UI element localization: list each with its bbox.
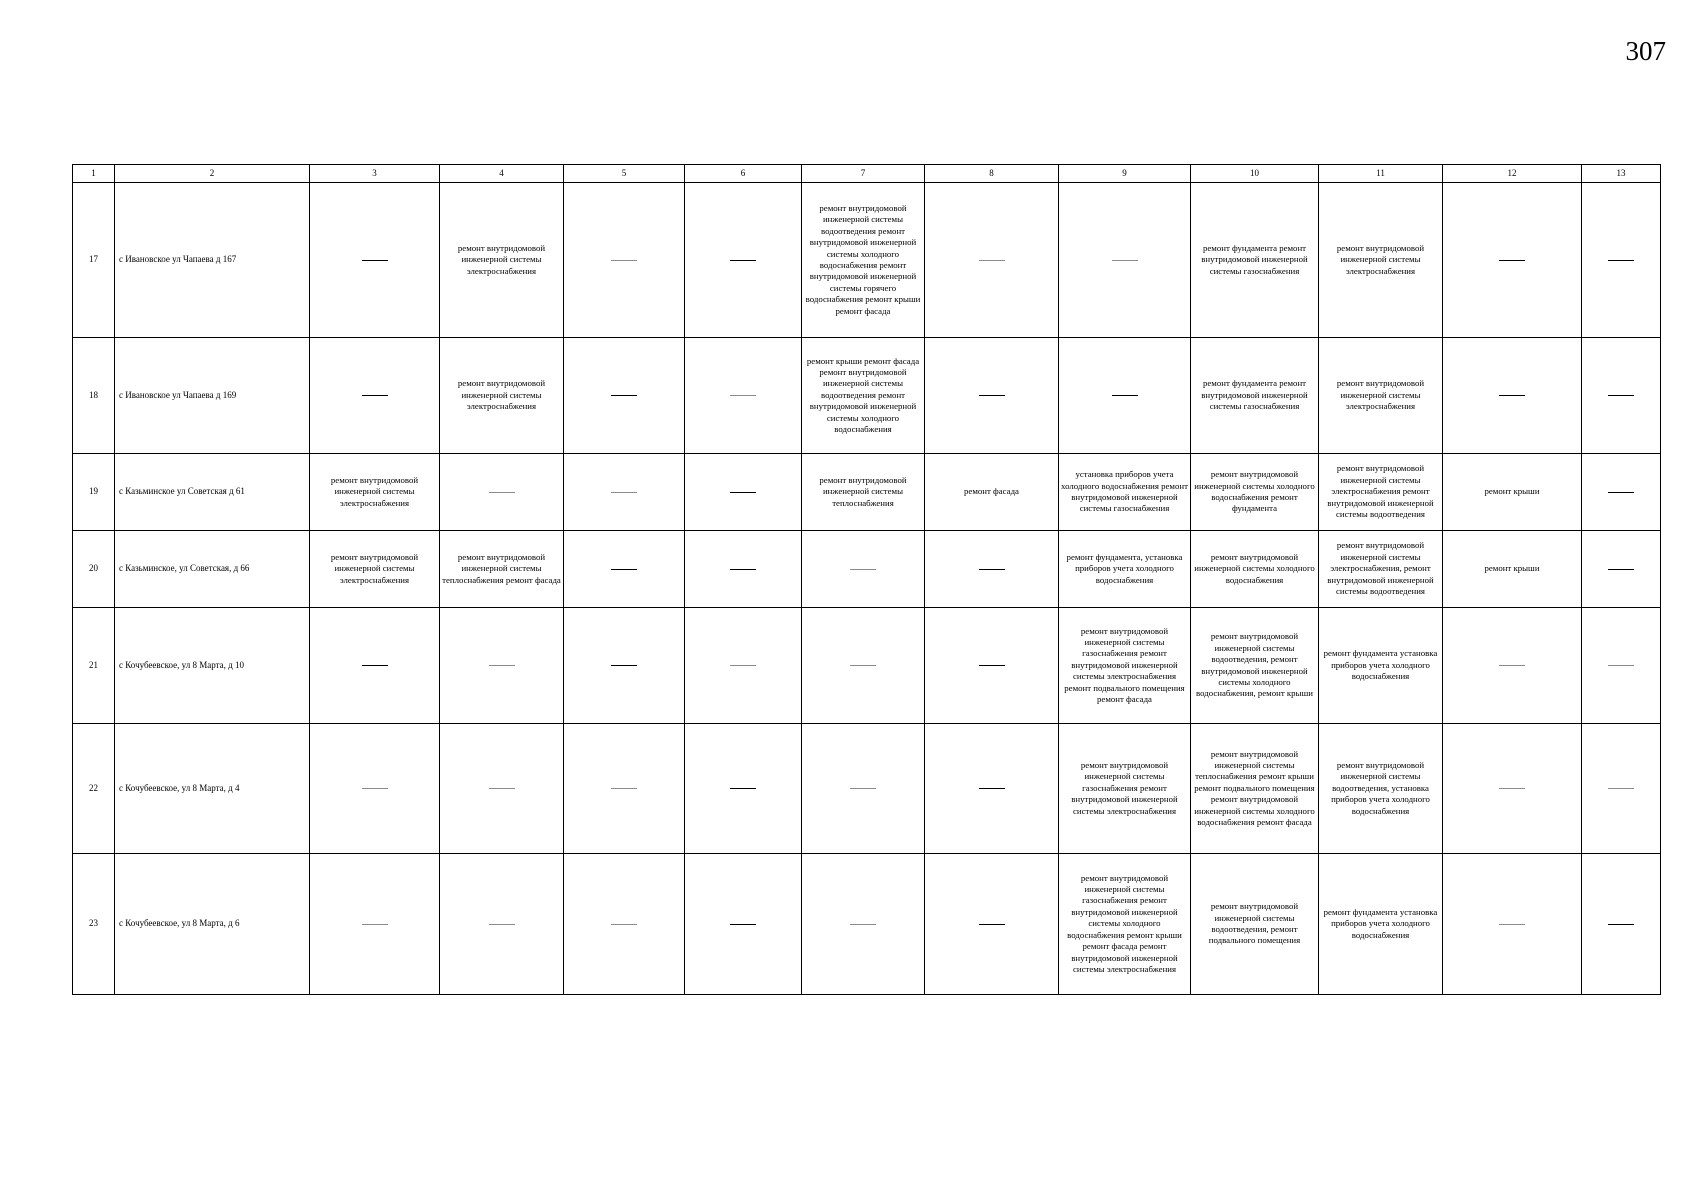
work-cell: ремонт крыши bbox=[1443, 531, 1582, 608]
empty-cell bbox=[802, 854, 925, 995]
dash-mark bbox=[489, 665, 515, 666]
dash-mark bbox=[611, 788, 637, 789]
column-number: 13 bbox=[1582, 165, 1661, 183]
empty-cell bbox=[1443, 854, 1582, 995]
dash-mark bbox=[1499, 788, 1525, 789]
dash-mark bbox=[1112, 260, 1138, 261]
empty-cell bbox=[925, 854, 1059, 995]
empty-cell bbox=[802, 531, 925, 608]
empty-cell bbox=[1582, 338, 1661, 454]
address-cell: с Кочубеевское, ул 8 Марта, д 4 bbox=[115, 724, 310, 854]
dash-mark bbox=[1112, 395, 1138, 396]
table-body bbox=[73, 183, 1661, 995]
row-number: 17 bbox=[73, 183, 115, 338]
dash-mark bbox=[850, 924, 876, 925]
dash-mark bbox=[730, 788, 756, 789]
dash-mark bbox=[611, 569, 637, 570]
work-cell: ремонт внутридомовой инженерной системы водоотведения ремонт внутридомовой инженерной системы холодного водоснабжения ремонт внутридомовой инженерной системы горячего водоснабжения ремонт крыши ремонт фасада bbox=[802, 183, 925, 338]
address-cell: с Кочубеевское, ул 8 Марта, д 10 bbox=[115, 608, 310, 724]
work-cell: ремонт фундамента установка приборов учета холодного водоснабжения bbox=[1319, 608, 1443, 724]
work-cell: ремонт фасада bbox=[925, 454, 1059, 531]
dash-mark bbox=[1499, 260, 1525, 261]
table-row bbox=[73, 454, 1661, 531]
work-cell: ремонт внутридомовой инженерной системы холодного водоснабжения ремонт фундамента bbox=[1191, 454, 1319, 531]
dash-mark bbox=[979, 569, 1005, 570]
column-number: 12 bbox=[1443, 165, 1582, 183]
column-number: 7 bbox=[802, 165, 925, 183]
dash-mark bbox=[489, 924, 515, 925]
row-number: 21 bbox=[73, 608, 115, 724]
empty-cell bbox=[564, 183, 685, 338]
work-cell: ремонт внутридомовой инженерной системы теплоснабжения bbox=[802, 454, 925, 531]
dash-mark bbox=[1499, 665, 1525, 666]
empty-cell bbox=[1443, 608, 1582, 724]
row-number: 20 bbox=[73, 531, 115, 608]
dash-mark bbox=[362, 924, 388, 925]
column-number: 5 bbox=[564, 165, 685, 183]
work-cell: ремонт внутридомовой инженерной системы электроснабжения bbox=[440, 338, 564, 454]
dash-mark bbox=[611, 924, 637, 925]
work-cell: ремонт внутридомовой инженерной системы газоснабжения ремонт внутридомовой инженерной системы электроснабжения ремонт подвального помещения ремонт фасада bbox=[1059, 608, 1191, 724]
empty-cell bbox=[564, 338, 685, 454]
column-number: 9 bbox=[1059, 165, 1191, 183]
empty-cell bbox=[685, 454, 802, 531]
dash-mark bbox=[730, 665, 756, 666]
empty-cell bbox=[1443, 338, 1582, 454]
work-cell: ремонт крыши ремонт фасада ремонт внутридомовой инженерной системы водоотведения ремонт внутридомовой инженерной системы холодного водоснабжения bbox=[802, 338, 925, 454]
dash-mark bbox=[1608, 665, 1634, 666]
dash-mark bbox=[362, 788, 388, 789]
empty-cell bbox=[310, 338, 440, 454]
empty-cell bbox=[310, 608, 440, 724]
work-cell: ремонт внутридомовой инженерной системы электроснабжения bbox=[1319, 183, 1443, 338]
work-cell: ремонт внутридомовой инженерной системы водоотведения, ремонт внутридомовой инженерной системы холодного водоснабжения, ремонт крыши bbox=[1191, 608, 1319, 724]
row-number: 23 bbox=[73, 854, 115, 995]
empty-cell bbox=[925, 183, 1059, 338]
table-row bbox=[73, 608, 1661, 724]
work-cell: ремонт фундамента установка приборов учета холодного водоснабжения bbox=[1319, 854, 1443, 995]
empty-cell bbox=[1059, 338, 1191, 454]
work-cell: ремонт внутридомовой инженерной системы газоснабжения ремонт внутридомовой инженерной системы электроснабжения bbox=[1059, 724, 1191, 854]
dash-mark bbox=[362, 260, 388, 261]
empty-cell bbox=[685, 338, 802, 454]
work-cell: ремонт внутридомовой инженерной системы холодного водоснабжения bbox=[1191, 531, 1319, 608]
empty-cell bbox=[440, 454, 564, 531]
dash-mark bbox=[850, 665, 876, 666]
empty-cell bbox=[685, 608, 802, 724]
column-number-row bbox=[73, 165, 1661, 183]
empty-cell bbox=[564, 854, 685, 995]
dash-mark bbox=[730, 569, 756, 570]
table-row bbox=[73, 183, 1661, 338]
empty-cell bbox=[1443, 724, 1582, 854]
dash-mark bbox=[730, 395, 756, 396]
address-cell: с Ивановское ул Чапаева д 169 bbox=[115, 338, 310, 454]
dash-mark bbox=[730, 924, 756, 925]
empty-cell bbox=[310, 724, 440, 854]
dash-mark bbox=[1608, 395, 1634, 396]
work-cell: ремонт внутридомовой инженерной системы теплоснабжения ремонт крыши ремонт подвального помещения ремонт внутридомовой инженерной системы холодного водоснабжения ремонт фасада bbox=[1191, 724, 1319, 854]
empty-cell bbox=[1443, 183, 1582, 338]
empty-cell bbox=[925, 724, 1059, 854]
empty-cell bbox=[685, 531, 802, 608]
dash-mark bbox=[979, 260, 1005, 261]
address-cell: с Кочубеевское, ул 8 Марта, д 6 bbox=[115, 854, 310, 995]
empty-cell bbox=[1582, 531, 1661, 608]
dash-mark bbox=[489, 788, 515, 789]
column-number: 4 bbox=[440, 165, 564, 183]
empty-cell bbox=[685, 854, 802, 995]
dash-mark bbox=[730, 260, 756, 261]
dash-mark bbox=[1499, 395, 1525, 396]
empty-cell bbox=[925, 531, 1059, 608]
dash-mark bbox=[611, 395, 637, 396]
dash-mark bbox=[1608, 924, 1634, 925]
column-number: 10 bbox=[1191, 165, 1319, 183]
dash-mark bbox=[1608, 492, 1634, 493]
empty-cell bbox=[925, 608, 1059, 724]
empty-cell bbox=[440, 608, 564, 724]
empty-cell bbox=[1059, 183, 1191, 338]
address-cell: с Казьминское, ул Советская, д 66 bbox=[115, 531, 310, 608]
work-cell: ремонт фундамента ремонт внутридомовой инженерной системы газоснабжения bbox=[1191, 183, 1319, 338]
work-cell: ремонт фундамента ремонт внутридомовой инженерной системы газоснабжения bbox=[1191, 338, 1319, 454]
work-cell: ремонт внутридомовой инженерной системы электроснабжения bbox=[310, 531, 440, 608]
empty-cell bbox=[1582, 608, 1661, 724]
table-row bbox=[73, 338, 1661, 454]
table-row bbox=[73, 531, 1661, 608]
row-number: 22 bbox=[73, 724, 115, 854]
dash-mark bbox=[979, 395, 1005, 396]
work-cell: ремонт внутридомовой инженерной системы водоотведения, установка приборов учета холодного водоснабжения bbox=[1319, 724, 1443, 854]
empty-cell bbox=[310, 183, 440, 338]
work-cell: ремонт внутридомовой инженерной системы электроснабжения, ремонт внутридомовой инженерной системы водоотведения bbox=[1319, 531, 1443, 608]
work-cell: ремонт внутридомовой инженерной системы электроснабжения bbox=[310, 454, 440, 531]
column-number: 1 bbox=[73, 165, 115, 183]
dash-mark bbox=[850, 788, 876, 789]
empty-cell bbox=[564, 454, 685, 531]
dash-mark bbox=[1608, 260, 1634, 261]
page-number: 307 bbox=[1625, 36, 1666, 66]
table-row bbox=[73, 854, 1661, 995]
dash-mark bbox=[730, 492, 756, 493]
work-cell: ремонт крыши bbox=[1443, 454, 1582, 531]
work-cell: ремонт внутридомовой инженерной системы газоснабжения ремонт внутридомовой инженерной системы холодного водоснабжения ремонт крыши ремонт фасада ремонт внутридомовой инженерной системы электроснабжения bbox=[1059, 854, 1191, 995]
work-cell: установка приборов учета холодного водоснабжения ремонт внутридомовой инженерной системы газоснабжения bbox=[1059, 454, 1191, 531]
empty-cell bbox=[564, 724, 685, 854]
address-cell: с Ивановское ул Чапаева д 167 bbox=[115, 183, 310, 338]
column-number: 8 bbox=[925, 165, 1059, 183]
dash-mark bbox=[1608, 788, 1634, 789]
empty-cell bbox=[440, 724, 564, 854]
dash-mark bbox=[611, 260, 637, 261]
row-number: 19 bbox=[73, 454, 115, 531]
work-cell: ремонт внутридомовой инженерной системы электроснабжения ремонт внутридомовой инженерной системы водоотведения bbox=[1319, 454, 1443, 531]
column-number: 6 bbox=[685, 165, 802, 183]
empty-cell bbox=[1582, 454, 1661, 531]
dash-mark bbox=[362, 665, 388, 666]
empty-cell bbox=[564, 608, 685, 724]
work-cell: ремонт внутридомовой инженерной системы электроснабжения bbox=[440, 183, 564, 338]
dash-mark bbox=[979, 788, 1005, 789]
dash-mark bbox=[489, 492, 515, 493]
dash-mark bbox=[611, 492, 637, 493]
empty-cell bbox=[440, 854, 564, 995]
row-number: 18 bbox=[73, 338, 115, 454]
dash-mark bbox=[850, 569, 876, 570]
work-cell: ремонт фундамента, установка приборов учета холодного водоснабжения bbox=[1059, 531, 1191, 608]
empty-cell bbox=[1582, 854, 1661, 995]
empty-cell bbox=[802, 608, 925, 724]
empty-cell bbox=[685, 724, 802, 854]
column-number: 3 bbox=[310, 165, 440, 183]
empty-cell bbox=[925, 338, 1059, 454]
dash-mark bbox=[1499, 924, 1525, 925]
empty-cell bbox=[1582, 724, 1661, 854]
work-cell: ремонт внутридомовой инженерной системы водоотведения, ремонт подвального помещения bbox=[1191, 854, 1319, 995]
dash-mark bbox=[979, 924, 1005, 925]
address-cell: с Казьминское ул Советская д 61 bbox=[115, 454, 310, 531]
empty-cell bbox=[802, 724, 925, 854]
empty-cell bbox=[564, 531, 685, 608]
work-cell: ремонт внутридомовой инженерной системы теплоснабжения ремонт фасада bbox=[440, 531, 564, 608]
dash-mark bbox=[979, 665, 1005, 666]
empty-cell bbox=[1582, 183, 1661, 338]
repair-schedule-table bbox=[72, 164, 1661, 995]
empty-cell bbox=[685, 183, 802, 338]
dash-mark bbox=[362, 395, 388, 396]
empty-cell bbox=[310, 854, 440, 995]
work-cell: ремонт внутридомовой инженерной системы электроснабжения bbox=[1319, 338, 1443, 454]
column-number: 11 bbox=[1319, 165, 1443, 183]
column-number: 2 bbox=[115, 165, 310, 183]
table-row bbox=[73, 724, 1661, 854]
dash-mark bbox=[1608, 569, 1634, 570]
dash-mark bbox=[611, 665, 637, 666]
